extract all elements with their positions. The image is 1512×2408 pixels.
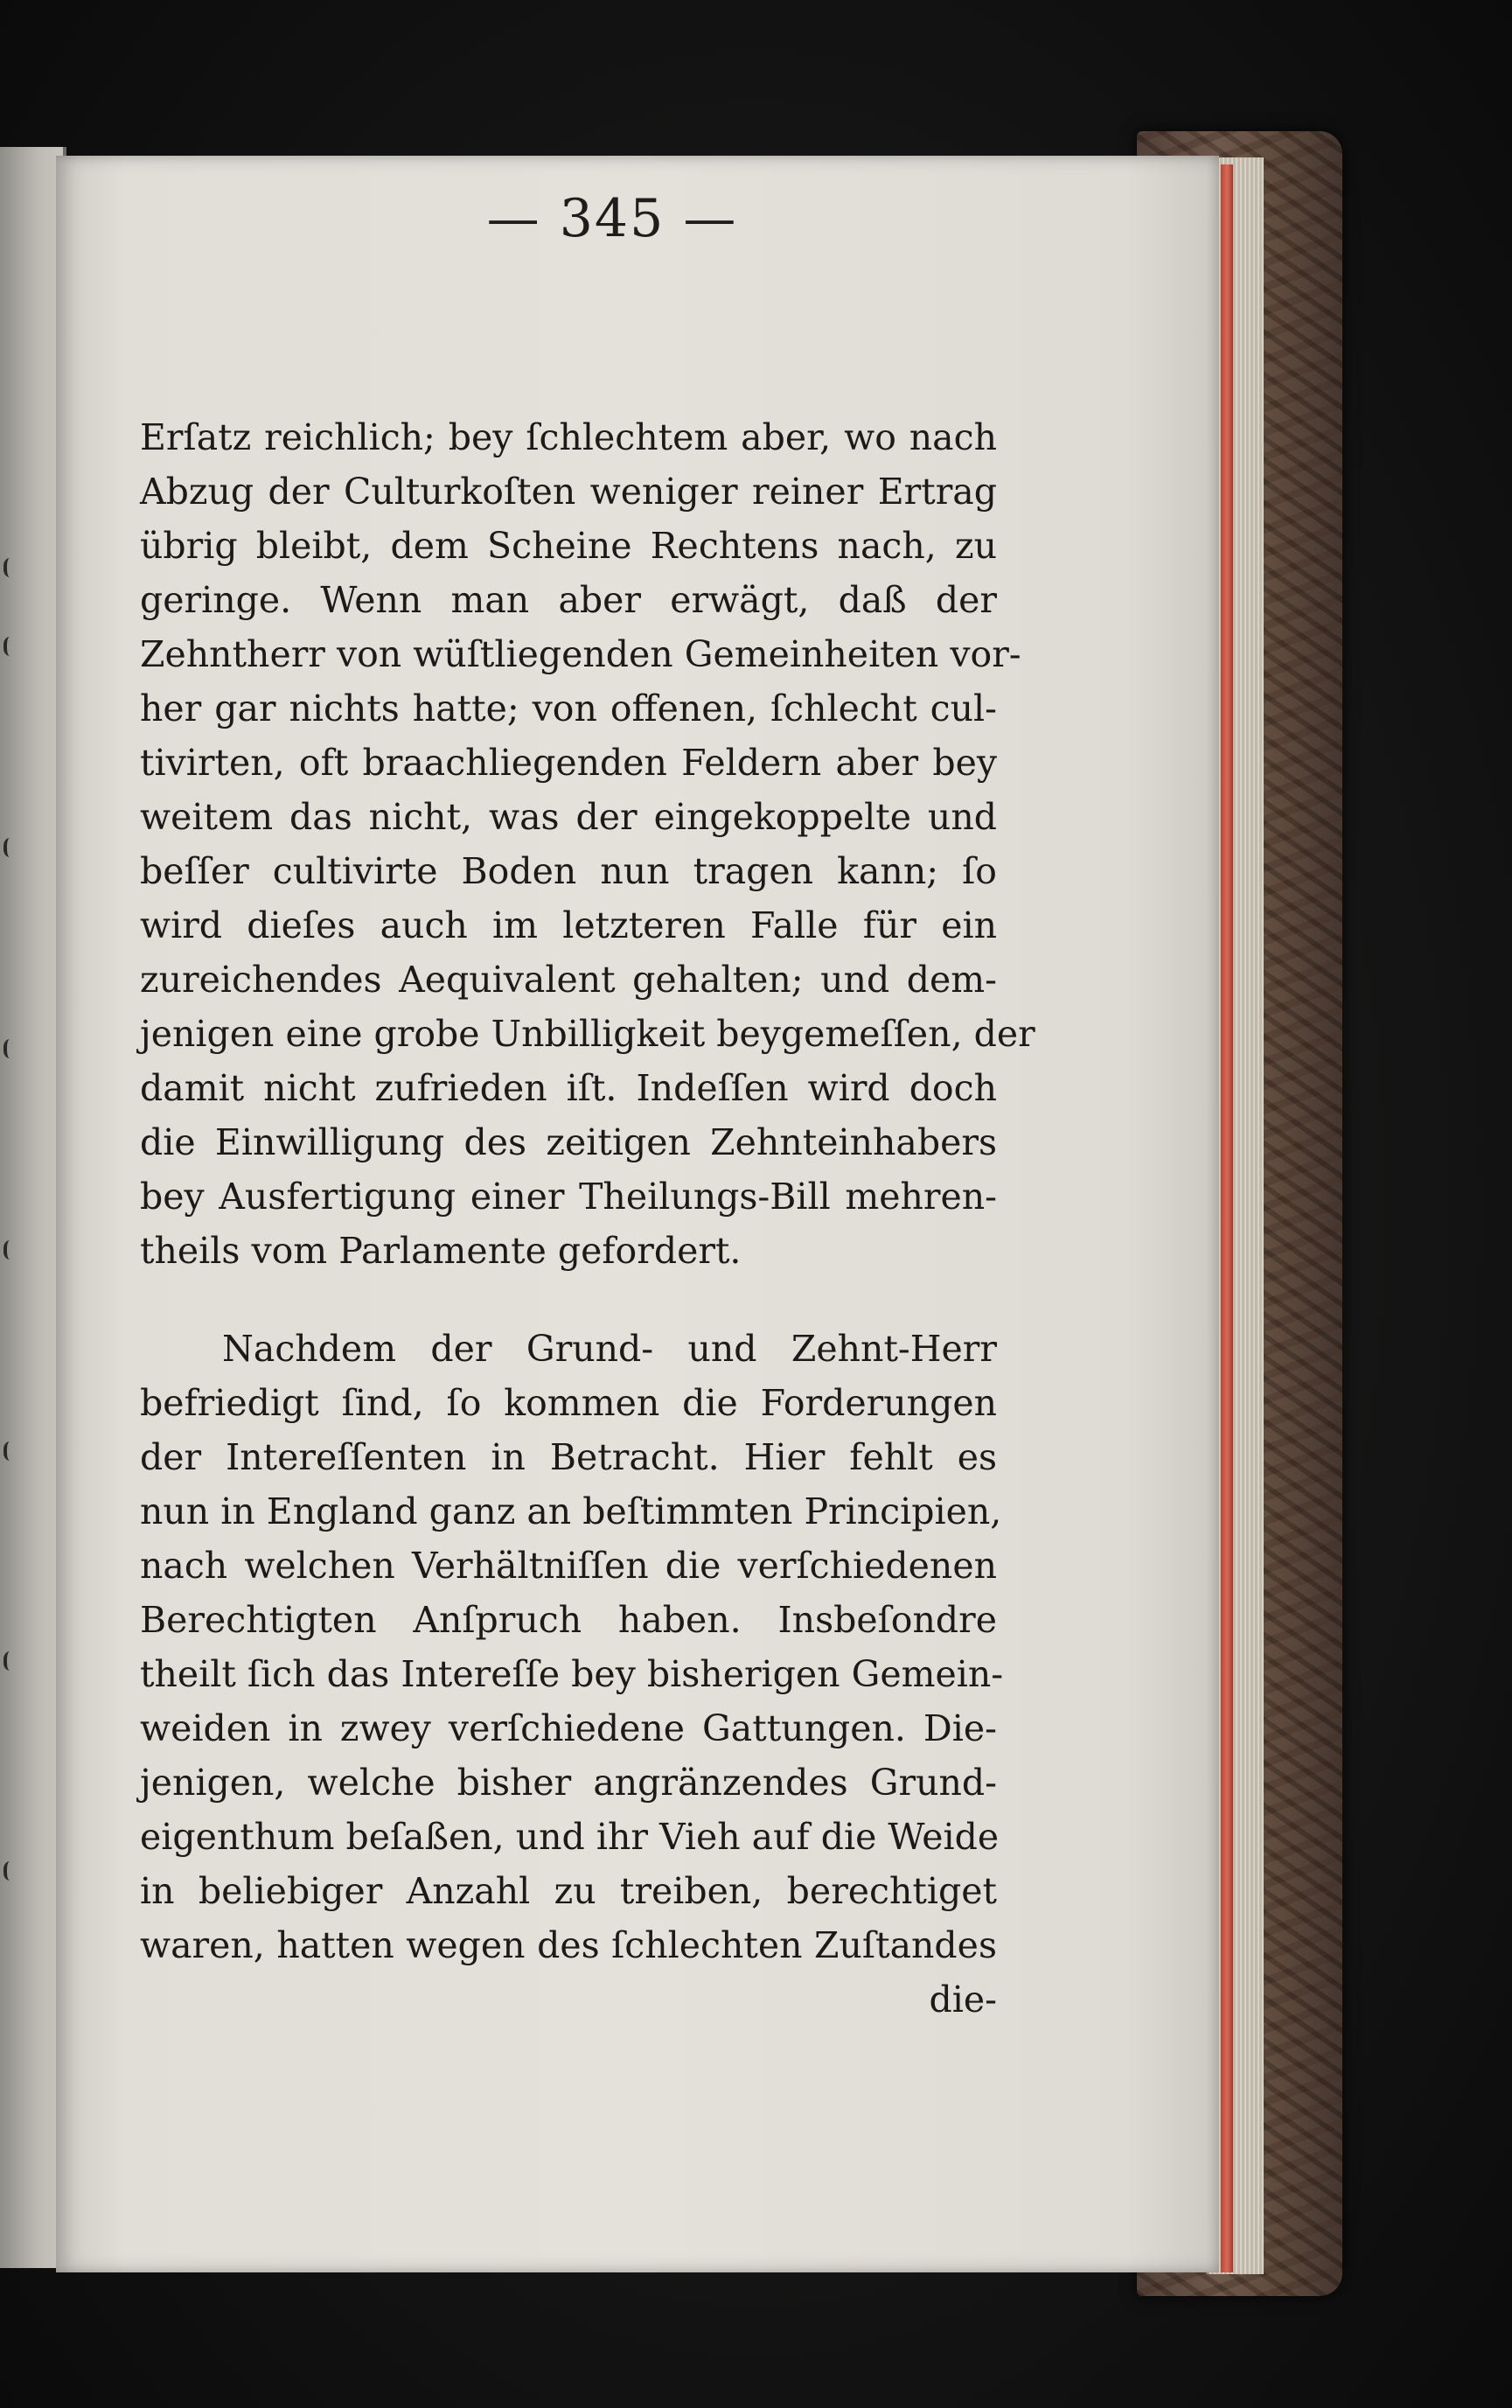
text-line: Erſatz reichlich; bey ſchlechtem aber, wo nach (140, 416, 997, 458)
text-line: damit nicht zufrieden iſt. Indeſſen wird doch (140, 1067, 997, 1109)
ink-fragment (3, 1441, 19, 1461)
text-line: theilt ſich das Intereſſe bey bisherigen Gemein- (140, 1653, 1004, 1695)
text-line: theils vom Parlamente gefordert. (140, 1230, 742, 1272)
text-line: Nachdem der Grund- und Zehnt-Herr (222, 1328, 997, 1370)
text-line: jenigen, welche bisher angränzendes Grund- (140, 1762, 997, 1804)
text-line: weitem das nicht, was der eingekoppelte und (140, 796, 997, 838)
text-line: zureichendes Aequivalent gehalten; und dem- (140, 959, 997, 1001)
ink-fragment (3, 1861, 19, 1881)
text-line: wird dieſes auch im letzteren Falle für ein (140, 904, 997, 946)
text-line: waren, hatten wegen des ſchlechten Zuſtandes (140, 1924, 997, 1966)
ink-fragment (3, 1240, 19, 1260)
text-line: eigenthum beſaßen, und ihr Vieh auf die Weide (140, 1816, 1000, 1858)
ink-fragment (3, 558, 19, 577)
text-line: befriedigt ſind, ſo kommen die Forderungen (140, 1382, 997, 1424)
text-line: beſſer cultivirte Boden nun tragen kann; ſo (140, 850, 997, 892)
text-line: der Intereſſenten in Betracht. Hier fehlt es (140, 1436, 997, 1478)
ink-fragment (3, 637, 19, 656)
ink-fragment (3, 1651, 19, 1671)
text-line: weiden in zwey verſchiedene Gattungen. Die- (140, 1707, 997, 1749)
ink-fragment (3, 1039, 19, 1058)
text-line: übrig bleibt, dem Scheine Rechtens nach, zu (140, 525, 997, 567)
text-line: Abzug der Culturkoſten weniger reiner Ertrag (140, 471, 997, 513)
text-line: her gar nichts hatte; von offenen, ſchlecht cul- (140, 688, 997, 729)
text-line: bey Ausfertigung einer Theilungs-Bill mehren- (140, 1176, 997, 1218)
text-line: in beliebiger Anzahl zu treiben, berechtiget (140, 1870, 997, 1912)
text-line: geringe. Wenn man aber erwägt, daß der (140, 579, 997, 621)
text-line: tivirten, oft braachliegenden Feldern aber bey (140, 742, 997, 784)
page-number: — 345 — (486, 188, 738, 249)
text-line: Berechtigten Anſpruch haben. Insbeſondre (140, 1599, 997, 1641)
ink-fragment (3, 838, 19, 857)
catchword: die- (929, 1979, 997, 2021)
text-line: Zehntherr von wüſtliegenden Gemeinheiten vor- (140, 633, 1021, 675)
text-line: jenigen eine grobe Unbilligkeit beygemeſſen, der (140, 1013, 1035, 1055)
text-line: nun in England ganz an beſtimmten Principien, (140, 1490, 1002, 1532)
text-line: die Einwilligung des zeitigen Zehnteinhabers (140, 1121, 997, 1163)
red-page-edge (1221, 164, 1233, 2272)
text-line: nach welchen Verhältniſſen die verſchiedenen (140, 1545, 997, 1587)
